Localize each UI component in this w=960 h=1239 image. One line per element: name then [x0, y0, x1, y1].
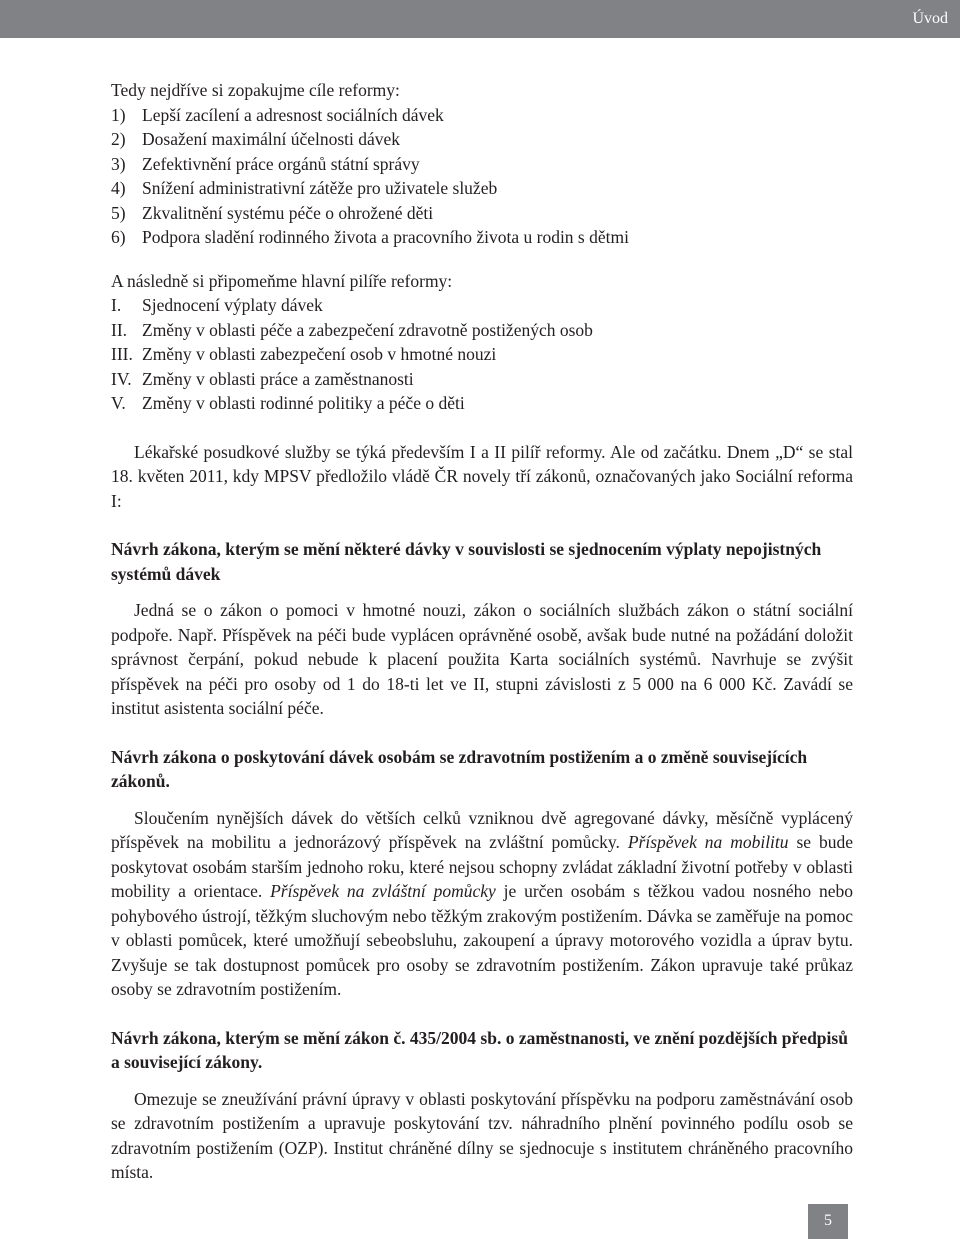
page-content — [111, 78, 853, 1185]
body-paragraph: Lékařské posudkové služby se týká především I a II pilíř reformy. Ale od začátku. Dnem „D“ se stal 18. květen 2011, kdy MPSV předložilo vládě ČR novely tří zákonů, označovaných jako Sociální reforma I: — [111, 441, 853, 511]
list-number: 5) — [111, 202, 126, 223]
goals-intro: Tedy nejdříve si zopakujme cíle reformy: — [111, 80, 400, 100]
list-text: Zefektivnění práce orgánů státní správy — [142, 153, 420, 174]
list-number: 4) — [111, 178, 126, 198]
section-body: Omezuje se zneužívání právní úpravy v oblasti poskytování příspěvku na podporu zaměstnávání osob se zdravotním postižením a upravuje poskytování tzv. náhradního plnění povinného podílu osob se zdravotním postižením (OZP). Institut chráněné dílny se sjednocuje s institutem chráněného pracovního místa. — [111, 1088, 853, 1182]
list-text: Změny v oblasti zabezpečení osob v hmotné nouzi — [142, 344, 497, 364]
list-text: Podpora sladění rodinného života a pracovního života u rodin s dětmi — [142, 227, 629, 247]
header-bar — [0, 0, 960, 38]
spacer — [111, 586, 853, 598]
list-item — [111, 152, 853, 177]
emphasis-text: Příspěvek na mobilitu — [627, 832, 789, 852]
goals-list — [111, 103, 853, 250]
list-item — [111, 201, 853, 226]
section-body — [111, 806, 853, 1002]
pillars-intro: A následně si připomeňme hlavní pilíře reformy: — [111, 270, 453, 291]
section-heading: Návrh zákona o poskytování dávek osobám se zdravotním postižením a o změně souvisejících zákonů. — [111, 746, 808, 791]
list-number: I. — [111, 295, 122, 315]
spacer — [111, 721, 853, 745]
list-item — [111, 391, 853, 416]
list-item — [111, 367, 853, 392]
list-text: Změny v oblasti práce a zaměstnanosti — [142, 368, 414, 389]
list-number: II. — [111, 319, 128, 340]
body-text: Sloučením nynějších dávek do větších celků vzniknou dvě agregované dávky, měsíčně vyplácený příspěvek na mobilitu a jednorázový příspěvek na zvláštní pomůcky. — [111, 807, 853, 852]
list-text: Sjednocení výplaty dávek — [142, 295, 323, 315]
body-text: je určen osobám s těžkou vadou nosného nebo pohybového ústrojí, těžkým sluchovým nebo těžkým zrakovým postižením. Dávka se zaměřuje na pomoc v oblasti pomůcek, které umožňují sebeobsluhu, zakoupení a úpravy motorového vozidla a úprav bytu. Zvyšuje se tak dostupnost pomůcek pro osoby se zdravotním postižením. Zákon upravuje také průkaz osoby se zdravotním postižením. — [111, 881, 853, 999]
spacer — [111, 1075, 853, 1087]
pillars-list — [111, 293, 853, 416]
page-number-box — [808, 1204, 848, 1239]
spacer — [111, 416, 853, 440]
section-title: Úvod — [912, 10, 948, 27]
list-item — [111, 103, 853, 128]
section-heading: Návrh zákona, kterým se mění zákon č. 435/2004 sb. o zaměstnanosti, ve znění pozdějších předpisů a související zákony. — [111, 1027, 848, 1072]
list-number: 6) — [111, 227, 126, 247]
list-number: IV. — [111, 368, 132, 389]
list-text: Změny v oblasti péče a zabezpečení zdravotně postižených osob — [142, 319, 593, 340]
spacer — [111, 794, 853, 806]
section-body: Jedná se o zákon o pomoci v hmotné nouzi, zákon o sociálních službách zákon o státní sociální podpoře. Např. Příspěvek na péči bude vyplácen oprávněné osobě, avšak bude nutné na požádání doložit správnost čerpání, pokud nebude k placení použita Karta sociálních systémů. Navrhuje se zvýšit příspěvek na péči pro osoby od 1 do 18-ti let ve II, stupni závislosti z 5 000 na 6 000 Kč. Zavádí se institut asistenta sociální péče. — [111, 600, 853, 718]
list-item — [111, 127, 853, 152]
list-item — [111, 225, 853, 250]
spacer — [111, 250, 853, 269]
section-heading: Návrh zákona, kterým se mění některé dávky v souvislosti se sjednocením výplaty nepojistných systémů dávek — [111, 539, 822, 584]
page-number: 5 — [824, 1212, 832, 1229]
list-text: Zkvalitnění systému péče o ohrožené děti — [142, 202, 434, 223]
emphasis-text: Příspěvek na zvláštní pomůcky — [270, 881, 496, 901]
body-text: se bude poskytovat osobám starším jednoho roku, které nejsou schopny zvládat základní životní potřeby v oblasti mobility a orientace. — [111, 832, 853, 901]
list-item — [111, 176, 853, 201]
list-number: III. — [111, 344, 133, 364]
list-text: Snížení administrativní zátěže pro uživatele služeb — [142, 178, 498, 198]
list-text: Dosažení maximální účelnosti dávek — [142, 129, 401, 149]
list-text: Změny v oblasti rodinné politiky a péče o děti — [142, 393, 465, 413]
list-number: 1) — [111, 104, 126, 125]
list-number: 3) — [111, 153, 126, 174]
list-number: V. — [111, 393, 126, 413]
list-text: Lepší zacílení a adresnost sociálních dávek — [142, 104, 444, 125]
spacer — [111, 513, 853, 537]
list-item — [111, 342, 853, 367]
list-item — [111, 293, 853, 318]
list-number: 2) — [111, 129, 126, 149]
spacer — [111, 1002, 853, 1026]
list-item — [111, 318, 853, 343]
